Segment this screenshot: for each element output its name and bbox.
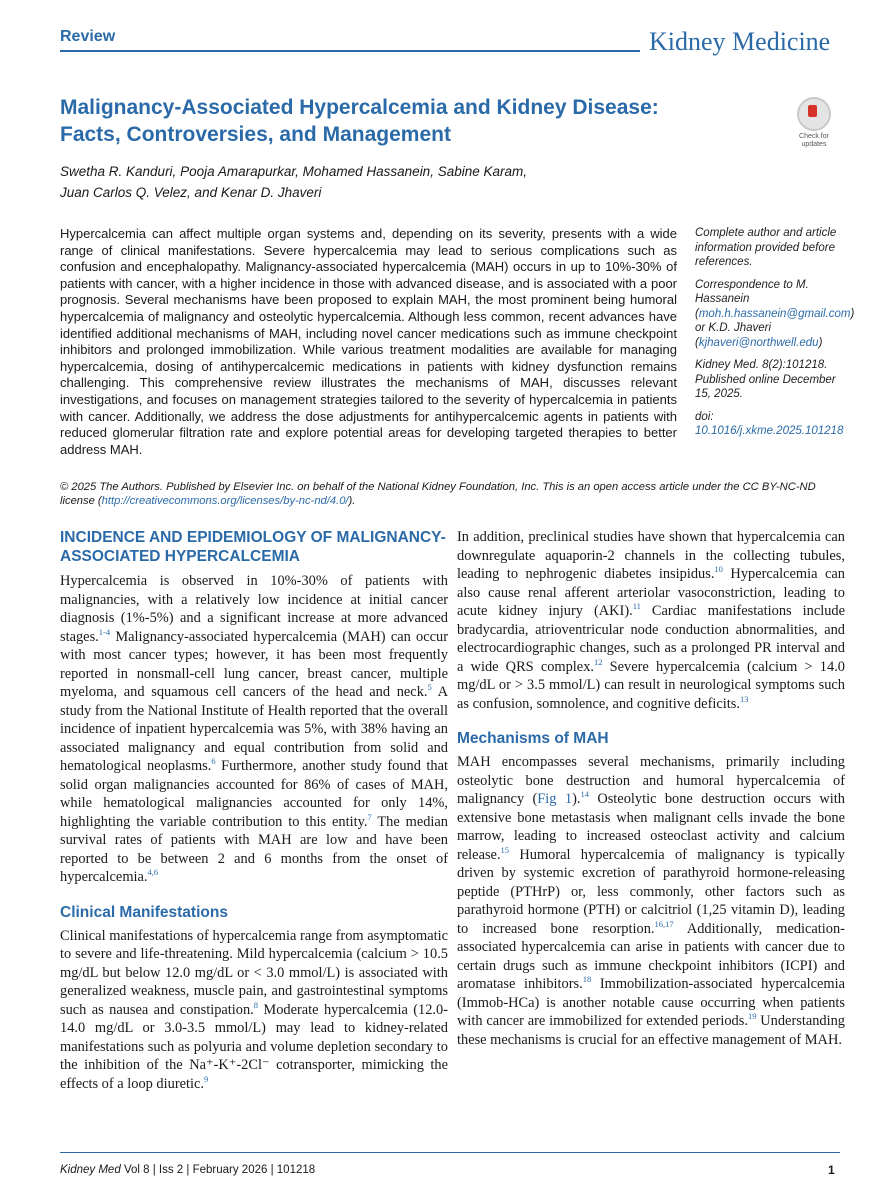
sentence: Malignancy-associated hypercalcemia (MAH) can occur with most cancer types; however, it has been most frequently reported in nonsmall-cell lung cancer, breast cancer, multiple myeloma, and squamous cell cancers of the head and neck. xyxy=(60,628,448,700)
doi-link[interactable]: 10.1016/j.xkme.2025.101218 xyxy=(695,425,844,437)
paragraph-mechanisms xyxy=(457,753,845,1049)
sentence: Osteolytic bone destruction occurs with extensive bone metastasis when malignant cells invade the bone marrow, leading to increased osteoclast activity and calcium release. xyxy=(457,791,845,863)
copyright-notice xyxy=(60,480,840,508)
check-updates-label: Check for updates xyxy=(799,133,829,148)
correspondence-text: ) xyxy=(818,336,823,349)
sentence: MAH encompasses several mechanisms, primarily including osteolytic bone destruction and humoral hypercalcemia of malignancy ( xyxy=(457,754,845,807)
body-column-right xyxy=(457,528,845,1049)
footer-volume: Vol 8 xyxy=(123,1164,150,1176)
sentence: Immobilization-associated hypercalcemia (Immob-HCa) is another notable cause occurring when patients with cancer are immobilized for extended periods. xyxy=(457,976,845,1029)
sentence: Cardiac manifestations include bradycardia, atrioventricular node conduction abnormalities, and electrocardiographic changes, such as a prolonged PR interval and a wide QRS complex. xyxy=(457,603,845,675)
sentence: Humoral hypercalcemia of malignancy is typically driven by systemic excretion of parathyroid hormone-releasing peptide (PTHrP) or, less commonly, other factors such as parathyroid hormone (PTH) or calcitriol (1,25 vitamin D), leading to increased bone resorption. xyxy=(457,846,845,937)
author-info-note: Complete author and article information provided before references. xyxy=(695,227,837,268)
correspondence-text: Correspondence to M. Hassanein ( xyxy=(695,278,809,320)
footer-issue: Iss 2 xyxy=(158,1164,184,1176)
copyright-text: ). xyxy=(348,495,356,507)
sentence: Additionally, medication-associated hypercalcemia can arise in patients with cancer due to certain drugs such as immune checkpoint inhibitors (ICPI) and aromatase inhibitors. xyxy=(457,920,845,992)
footer-journal: Kidney Med xyxy=(60,1164,121,1176)
paragraph-incidence xyxy=(60,572,448,887)
article-title: Malignancy-Associated Hypercalcemia and Kidney Disease: Facts, Controversies, and Management xyxy=(60,96,659,146)
sentence: Furthermore, another study found that solid organ malignancies accounted for 86% of cases of MAH, while hematological malignancies accounted for only 14%, highlighting the variable contribution to this entity. xyxy=(60,758,448,830)
reference-link[interactable]: 9 xyxy=(203,1073,209,1084)
email-link-jhaveri[interactable]: kjhaveri@northwell.edu xyxy=(698,336,819,349)
reference-link[interactable]: 15 xyxy=(500,844,510,855)
reference-link[interactable]: 18 xyxy=(582,974,592,985)
section-heading-clinical: Clinical Manifestations xyxy=(60,903,228,921)
sentence: Clinical manifestations of hypercalcemia range from asymptomatic to severe and life-threatening. Mild hypercalcemia (calcium > 10.5 mg/dL but below 12.0 mg/dL or < 3.0 mmol/L) is associated with generalized weakness, muscle pain, and gastrointestinal symptoms such as nausea and constipation. xyxy=(60,927,448,1018)
sentence: In addition, preclinical studies have shown that hypercalcemia can downregulate aquaporin-2 channels in the collecting tubules, leading to nephrogenic diabetes insipidus. xyxy=(457,529,845,582)
header-rule xyxy=(60,50,640,52)
sentence: The median survival rates of patients with MAH are low and have been reported to be between 2 and 6 months from the onset of hypercalcemia. xyxy=(60,813,448,885)
license-link[interactable]: http://creativecommons.org/licenses/by-nc-nd/4.0/ xyxy=(101,495,349,507)
reference-link[interactable]: 6 xyxy=(211,756,216,767)
figure-link[interactable]: Fig 1 xyxy=(537,791,573,807)
author-line: Swetha R. Kanduri, Pooja Amarapurkar, Mohamed Hassanein, Sabine Karam, xyxy=(60,164,527,179)
reference-link[interactable]: 10 xyxy=(714,564,723,575)
footer-article-id: 101218 xyxy=(276,1164,316,1176)
sentence: Hypercalcemia is observed in 10%-30% of patients with malignancies, with a relatively low incidence at initial cancer diagnosis (1%-5%) and a significant increase at more advanced stages. xyxy=(60,573,448,645)
section-heading-mechanisms: Mechanisms of MAH xyxy=(457,730,609,747)
sentence: Hypercalcemia can also cause renal afferent arteriolar vasoconstriction, leading to acute kidney injury (AKI). xyxy=(457,566,845,619)
sentence: A study from the National Institute of Health reported that the overall incidence of inpatient hypercalcemia was 5%, with 38% having an associated malignancy and equal contribution from solid and hematological neoplasms. xyxy=(60,684,448,774)
section-label: Review xyxy=(60,28,116,45)
doi-label: doi: xyxy=(695,410,714,423)
correspondence-text: ) or K.D. Jhaveri ( xyxy=(695,307,855,349)
reference-link[interactable]: 19 xyxy=(747,1011,757,1022)
footer-citation: Kidney Med Vol 8 | Iss 2 | February 2026 | 101218 xyxy=(60,1164,316,1176)
reference-link[interactable]: 1-4 xyxy=(98,626,111,637)
correspondence xyxy=(695,278,855,351)
check-for-updates-button[interactable] xyxy=(790,97,838,149)
doi xyxy=(695,410,844,439)
author-list xyxy=(60,161,680,203)
sentence: Understanding these mechanisms is crucial for an effective management of MAH. xyxy=(457,1013,846,1048)
reference-link[interactable]: 7 xyxy=(367,811,372,822)
author-line: Juan Carlos Q. Velez, and Kenar D. Jhaveri xyxy=(60,185,322,200)
abstract: Hypercalcemia can affect multiple organ systems and, depending on its severity, presents with a wide range of clinical manifestations. Severe hypercalcemia may lead to serious complications such as confusion and encephalopathy. Malignancy-associated hypercalcemia (MAH) occurs in up to 10%-30% of patients with cancer, with a higher incidence in those with advanced disease, and is associated with a poor prognosis. Several mechanisms have been proposed to explain MAH, the most prominent being humoral hypercalcemia of malignancy and osteolytic hypercalcemia. Although less common, recent advances have identified additional mechanisms of MAH, including novel cancer medications such as immune checkpoint inhibitors and prolonged immobilization. While various treatment modalities are available for managing hypercalcemia, dosing of antihypercalcemic medications in patients with kidney dysfunction remains challenging. This comprehensive review illustrates the mechanisms of MAH, discusses relevant investigations, and focuses on management strategies tailored to the severity of hypercalcemia in patients with cancer. Additionally, we address the dose adjustments for antihypercalcemic agents in patients with reduced glomerular filtration rate and explore potential areas for developing targeted therapies to better address MAH. xyxy=(60,226,677,457)
sentence: Moderate hypercalcemia (12.0-14.0 mg/dL or 3.0-3.5 mmol/L) may lead to kidney-related manifestations such as polyuria and volume depletion secondary to the inhibition of the Na⁺-K⁺-2Cl⁻ cotransporter, mimicking the effects of a loop diuretic. xyxy=(60,1001,448,1092)
sentence: Severe hypercalcemia (calcium > 14.0 mg/dL or > 3.5 mmol/L) can result in neurological symptoms such as confusion, somnolence, and cognitive deficits. xyxy=(457,658,845,712)
footer-date: February 2026 xyxy=(192,1164,268,1176)
copyright-text: © 2025 The Authors. Published by Elsevier Inc. on behalf of the National Kidney Foundation, Inc. This is an open access article under the CC BY-NC-ND license ( xyxy=(60,481,816,507)
check-updates-icon xyxy=(797,97,831,131)
footer-rule xyxy=(60,1152,840,1153)
citation: Kidney Med. 8(2):101218. Published online December 15, 2025. xyxy=(695,359,836,400)
body-column-left xyxy=(60,528,448,1093)
article-info-sidebar xyxy=(695,226,855,447)
reference-link[interactable]: 16,17 xyxy=(654,918,674,929)
reference-link[interactable]: 12 xyxy=(594,656,603,667)
sentence: ). xyxy=(572,791,581,807)
email-link-hassanein[interactable]: moh.h.hassanein@gmail.com xyxy=(698,307,851,320)
reference-link[interactable]: 13 xyxy=(739,693,749,704)
reference-link[interactable]: 4,6 xyxy=(147,867,159,878)
reference-link[interactable]: 5 xyxy=(427,682,432,693)
reference-link[interactable]: 11 xyxy=(632,601,641,612)
page-number: 1 xyxy=(828,1163,835,1177)
section-heading-incidence: INCIDENCE AND EPIDEMIOLOGY OF MALIGNANCY-ASSOCIATED HYPERCALCEMIA xyxy=(60,529,446,565)
paragraph-clinical-cont xyxy=(457,528,845,713)
journal-logo[interactable]: Kidney Medicine xyxy=(649,27,831,56)
paragraph-clinical xyxy=(60,927,448,1094)
reference-link[interactable]: 8 xyxy=(253,999,259,1010)
reference-link[interactable]: 14 xyxy=(580,789,589,800)
